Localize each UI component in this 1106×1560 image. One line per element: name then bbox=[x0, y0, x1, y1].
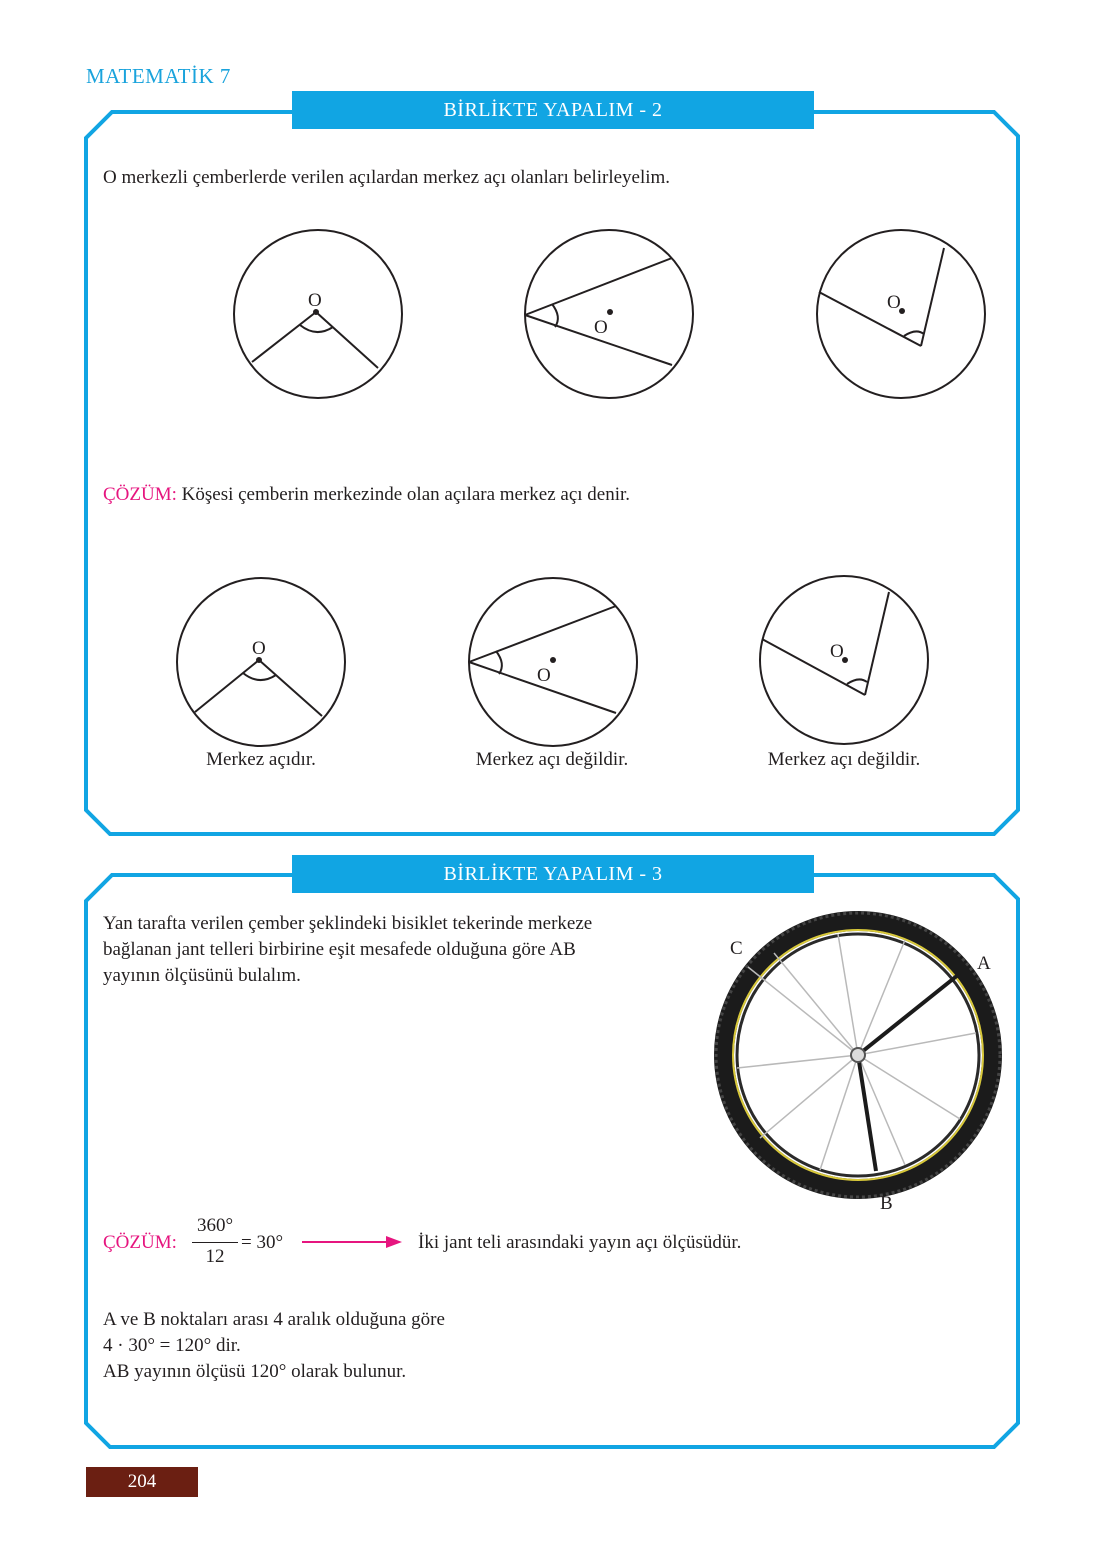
paragraph-line-3: yayının ölçüsünü bulalım. bbox=[103, 965, 301, 986]
circle-diagram-1 bbox=[234, 230, 402, 398]
center-label-3: O bbox=[887, 292, 901, 313]
result-line-3: AB yayının ölçüsü 120° olarak bulunur. bbox=[103, 1361, 407, 1382]
section2-prompt: O merkezli çemberlerde verilen açılardan merkez açı olanları belirleyelim. bbox=[103, 167, 671, 188]
page-number: 204 bbox=[86, 1467, 198, 1497]
section2-solution-label: ÇÖZÜM: bbox=[103, 484, 177, 505]
label-a: A bbox=[977, 953, 991, 974]
solution-circle-2 bbox=[469, 578, 637, 746]
circle-diagram-3 bbox=[817, 230, 985, 398]
caption-2: Merkez açı değildir. bbox=[475, 749, 629, 770]
result-line-2: 4 · 30° = 120° dir. bbox=[103, 1335, 241, 1356]
solution-center-label-2: O bbox=[537, 665, 551, 686]
section3-paragraph bbox=[103, 911, 673, 989]
section3-banner: BİRLİKTE YAPALIM - 3 bbox=[292, 855, 814, 893]
section2-banner: BİRLİKTE YAPALIM - 2 bbox=[292, 91, 814, 129]
wheel-hub bbox=[851, 1048, 865, 1062]
label-c: C bbox=[730, 938, 743, 959]
center-label-2: O bbox=[594, 317, 608, 338]
paragraph-line-1: Yan tarafta verilen çember şeklindeki bisiklet tekerinde merkeze bbox=[103, 913, 593, 934]
arrow-icon bbox=[300, 1232, 404, 1252]
bicycle-wheel-diagram bbox=[700, 905, 1010, 1220]
page-header-title: MATEMATİK 7 bbox=[86, 64, 231, 88]
paragraph-line-2: bağlanan jant telleri birbirine eşit mesafede olduğuna göre AB bbox=[103, 939, 576, 960]
circle-diagram-2 bbox=[525, 230, 693, 398]
solution-center-label-1: O bbox=[252, 638, 266, 659]
label-b: B bbox=[880, 1193, 893, 1214]
solution-center-label-3: O bbox=[830, 641, 844, 662]
spoke-to-b bbox=[858, 1055, 876, 1171]
fraction-numerator: 360° bbox=[196, 1215, 234, 1236]
section3-result bbox=[103, 1307, 445, 1385]
caption-3: Merkez açı değildir. bbox=[767, 749, 921, 770]
caption-1: Merkez açıdır. bbox=[206, 749, 316, 770]
center-label-1: O bbox=[308, 290, 322, 311]
question-diagrams bbox=[200, 220, 1020, 420]
solution-circle-1 bbox=[177, 578, 345, 746]
arrow-explanation: İki jant teli arasındaki yayın açı ölçüsüdür. bbox=[418, 1232, 742, 1253]
section2-solution-text: Köşesi çemberin merkezinde olan açılara merkez açı denir. bbox=[176, 484, 631, 505]
fraction-denominator: 12 bbox=[205, 1246, 225, 1267]
section2-solution bbox=[103, 482, 630, 508]
fraction-bar bbox=[192, 1242, 238, 1243]
section3-solution-label: ÇÖZÜM: bbox=[103, 1232, 177, 1253]
result-line-1: A ve B noktaları arası 4 aralık olduğuna göre bbox=[103, 1309, 445, 1330]
spoke-to-a bbox=[858, 975, 958, 1055]
fraction-result: = 30° bbox=[241, 1232, 284, 1253]
solution-diagrams bbox=[140, 565, 970, 765]
solution-circle-3 bbox=[760, 576, 928, 744]
